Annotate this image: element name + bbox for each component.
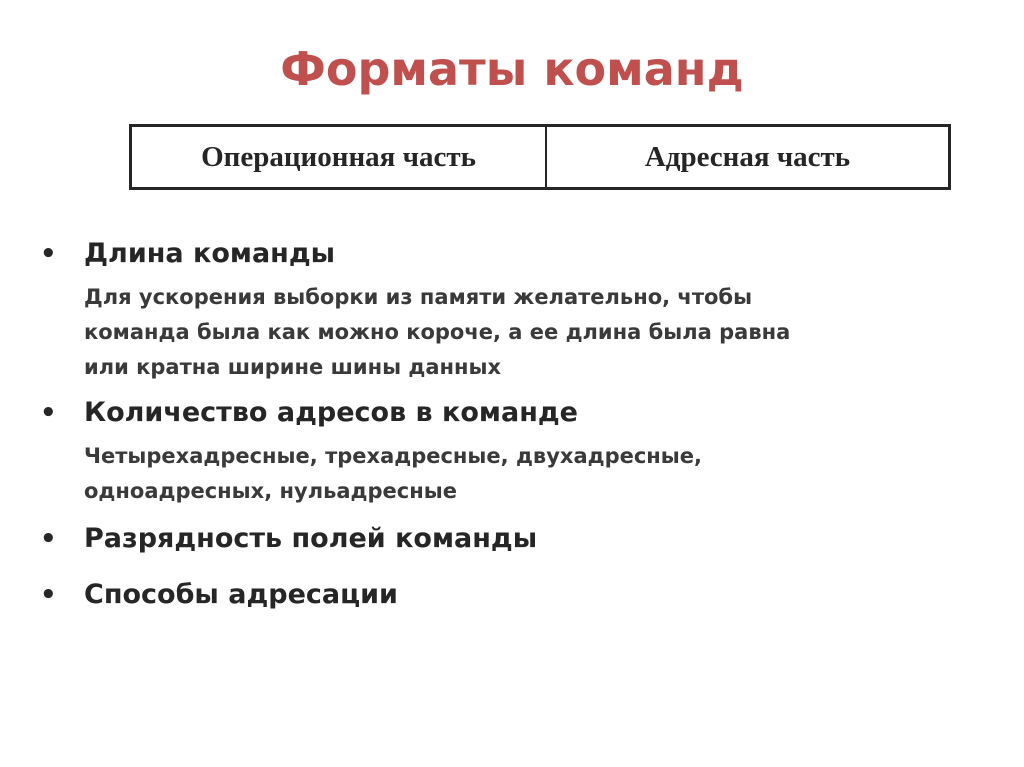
bullet-list xyxy=(40,232,980,617)
detail-line: или кратна ширине шины данных xyxy=(84,355,502,379)
bullet-address-count xyxy=(40,391,980,435)
bullet-label: Количество адресов в команде xyxy=(84,397,578,428)
bullet-addressing-modes xyxy=(40,573,980,617)
slide-title: Форматы команд xyxy=(280,42,744,96)
detail-line: одноадресных, нульадресные xyxy=(84,479,457,503)
detail-line: команда была как можно короче, а ее длина была равна xyxy=(84,320,791,344)
bullet-detail xyxy=(40,280,980,385)
bullet-command-length xyxy=(40,232,980,276)
bullet-label: Способы адресации xyxy=(84,579,398,610)
command-format-table xyxy=(129,124,951,190)
operation-part-cell: Операционная часть xyxy=(131,126,547,189)
detail-line: Четырехадресные, трехадресные, двухадресные, xyxy=(84,444,703,468)
bullet-label: Разрядность полей команды xyxy=(84,523,538,554)
bullet-dot-icon: • xyxy=(40,580,57,610)
bullet-detail xyxy=(40,439,980,509)
bullet-dot-icon: • xyxy=(40,524,57,554)
address-part-cell: Адресная часть xyxy=(546,126,950,189)
table-row xyxy=(131,126,950,189)
bullet-dot-icon: • xyxy=(40,398,57,428)
bullet-label: Длина команды xyxy=(84,238,336,269)
bullet-dot-icon: • xyxy=(40,239,57,269)
detail-line: Для ускорения выборки из памяти желательно, чтобы xyxy=(84,285,753,309)
bullet-field-width xyxy=(40,517,980,561)
